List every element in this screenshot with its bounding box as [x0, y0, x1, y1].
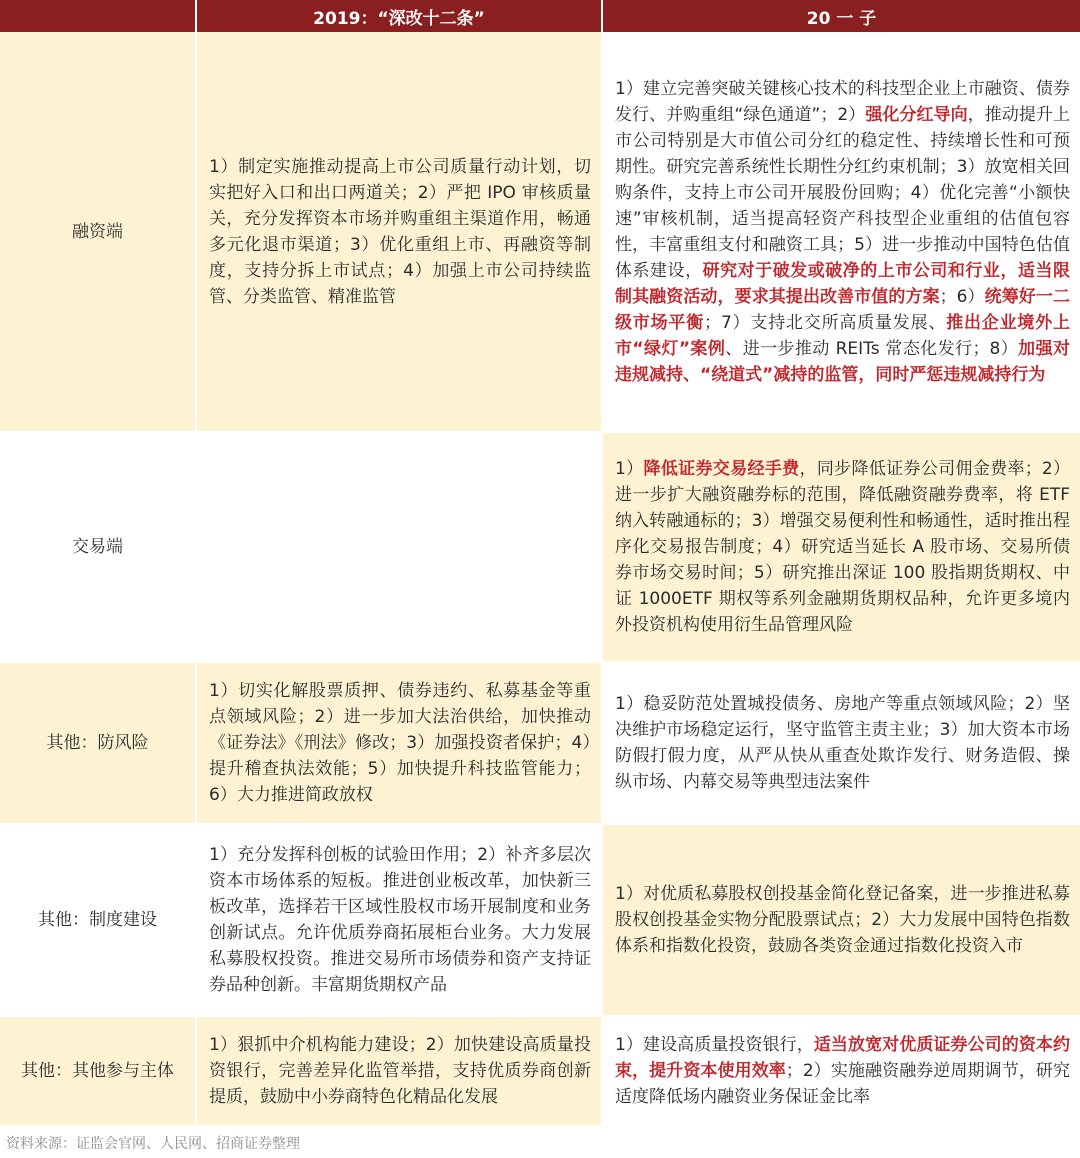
reform-current-cell — [602, 1016, 1080, 1126]
reform-current-cell — [602, 662, 1080, 824]
reform-2019-cell: 1）狠抓中介机构能力建设；2）加快建设高质量投资银行，完善差异化监管举措，支持优质券商创新提质，鼓励中小券商特色化精品化发展 — [196, 1016, 602, 1126]
reform-2019-cell: 1）制定实施推动提高上市公司质量行动计划，切实把好入口和出口两道关；2）严把 IPO 审核质量关，充分发挥资本市场并购重组主渠道作用，畅通多元化退市渠道；3）优化重组上市、再融资等制度，支持分拆上市试点；4）加强上市公司持续监管、分类监管、精准监管 — [196, 32, 602, 432]
text-segment: 1）稳妥防范处置城投债务、房地产等重点领域风险；2）坚决维护市场稳定运行，坚守监管主责主业；3）加大资本市场防假打假力度，从严从快从重查处欺诈发行、财务造假、操纵市场、内幕交易等典型违法案件 — [615, 694, 1070, 792]
source-note: 资料来源：证监会官网、人民网、招商证券整理 — [6, 1136, 300, 1152]
text-segment: ，推动提升上市公司特别是大市值公司分红的稳定性、持续增长性和可预期性。研究完善系统性长期性分红约束机制；3）放宽相关回购条件，支持上市公司开展股份回购；4）优化完善“小额快速”审核机制，适当提高轻资产科技型企业重组的估值包容性，丰富重组支付和融资工具；5）进一步推动中国特色估值体系建设， — [615, 104, 1070, 281]
text-segment: 1）建立完善突破关键核心技术的科技型企业上市融资、债券发行、并购重组“绿色通道”；2） — [615, 78, 1070, 125]
category-cell: 其他：防风险 — [0, 662, 196, 824]
reform-current-cell — [602, 432, 1080, 662]
header-2019: 2019：“深改十二条” — [196, 0, 602, 32]
text-segment: 1）对优质私募股权创投基金简化登记备案，进一步推进私募股权创投基金实物分配股票试点；2）大力发展中国特色指数体系和指数化投资，鼓励各类资金通过指数化投资入市 — [615, 884, 1070, 956]
text-segment: 、进一步推动 REITs 常态化发行；8） — [725, 338, 1019, 359]
table-row-financing — [0, 32, 1080, 432]
reform-2019-cell — [196, 432, 602, 662]
reform-2019-cell: 1）切实化解股票质押、债券违约、私募基金等重点领域风险；2）进一步加大法治供给，加快推动《证券法》《刑法》修改；3）加强投资者保护；4）提升稽查执法效能；5）加快提升科技监管能力；6）大力推进简政放权 — [196, 662, 602, 824]
table-row-trading — [0, 432, 1080, 662]
category-cell: 其他：制度建设 — [0, 824, 196, 1016]
highlighted-text: 推出企业境外上市“绿灯”案例 — [615, 312, 1070, 359]
table-row-risk — [0, 662, 1080, 824]
highlighted-text: 统筹好一二级市场平衡 — [615, 286, 1071, 333]
highlighted-text: 加强对违规减持、“绕道式”减持的监管，同时严惩违规减持行为 — [615, 338, 1071, 385]
reform-current-cell — [602, 32, 1080, 432]
highlighted-text: 强化分红导向 — [865, 104, 968, 125]
text-segment: ，同步降低证券公司佣金费率；2）进一步扩大融资融券标的范围，降低融资融券费率，将 ETF 纳入转融通标的；3）增强交易便利性和畅通性，适时推出程序化交易报告制度；4）研究适当延长 A 股市场、交易所债券市场交易时间；5）研究推出深证 100 股指期货期权、中证 1000ETF 期权等系列金融期货期权品种，允许更多境内外投资机构使用衍生品管理风险 — [615, 459, 1070, 635]
table-row-participants — [0, 1016, 1080, 1126]
header-current: 20 一 子 — [602, 0, 1080, 32]
text-segment: 1） — [615, 459, 644, 479]
text-segment: ；2）实施融资融券逆周期调节，研究适度降低场内融资业务保证金比率 — [615, 1061, 1070, 1107]
text-segment: ；6） — [939, 286, 985, 307]
reform-current-cell — [602, 824, 1080, 1016]
text-segment: 1）建设高质量投资银行， — [615, 1035, 814, 1055]
category-cell: 交易端 — [0, 432, 196, 662]
table-header-row — [0, 0, 1080, 32]
header-category — [0, 0, 196, 32]
highlighted-text: 降低证券交易经手费 — [643, 459, 800, 479]
highlighted-text: 研究对于破发或破净的上市公司和行业，适当限制其融资活动，要求其提出改善市值的方案 — [615, 260, 1071, 307]
reform-2019-cell: 1）充分发挥科创板的试验田作用；2）补齐多层次资本市场体系的短板。推进创业板改革，加快新三板改革，选择若干区域性股权市场开展制度和业务创新试点。允许优质券商拓展柜台业务。大力发展私募股权投资。推进交易所市场债券和资产支持证券品种创新。丰富期货期权产品 — [196, 824, 602, 1016]
category-cell: 融资端 — [0, 32, 196, 432]
text-segment: ；7）支持北交所高质量发展、 — [704, 312, 947, 333]
highlighted-text: 适当放宽对优质证券公司的资本约束，提升资本使用效率 — [615, 1035, 1070, 1081]
table-row-institution — [0, 824, 1080, 1016]
category-cell: 其他：其他参与主体 — [0, 1016, 196, 1126]
